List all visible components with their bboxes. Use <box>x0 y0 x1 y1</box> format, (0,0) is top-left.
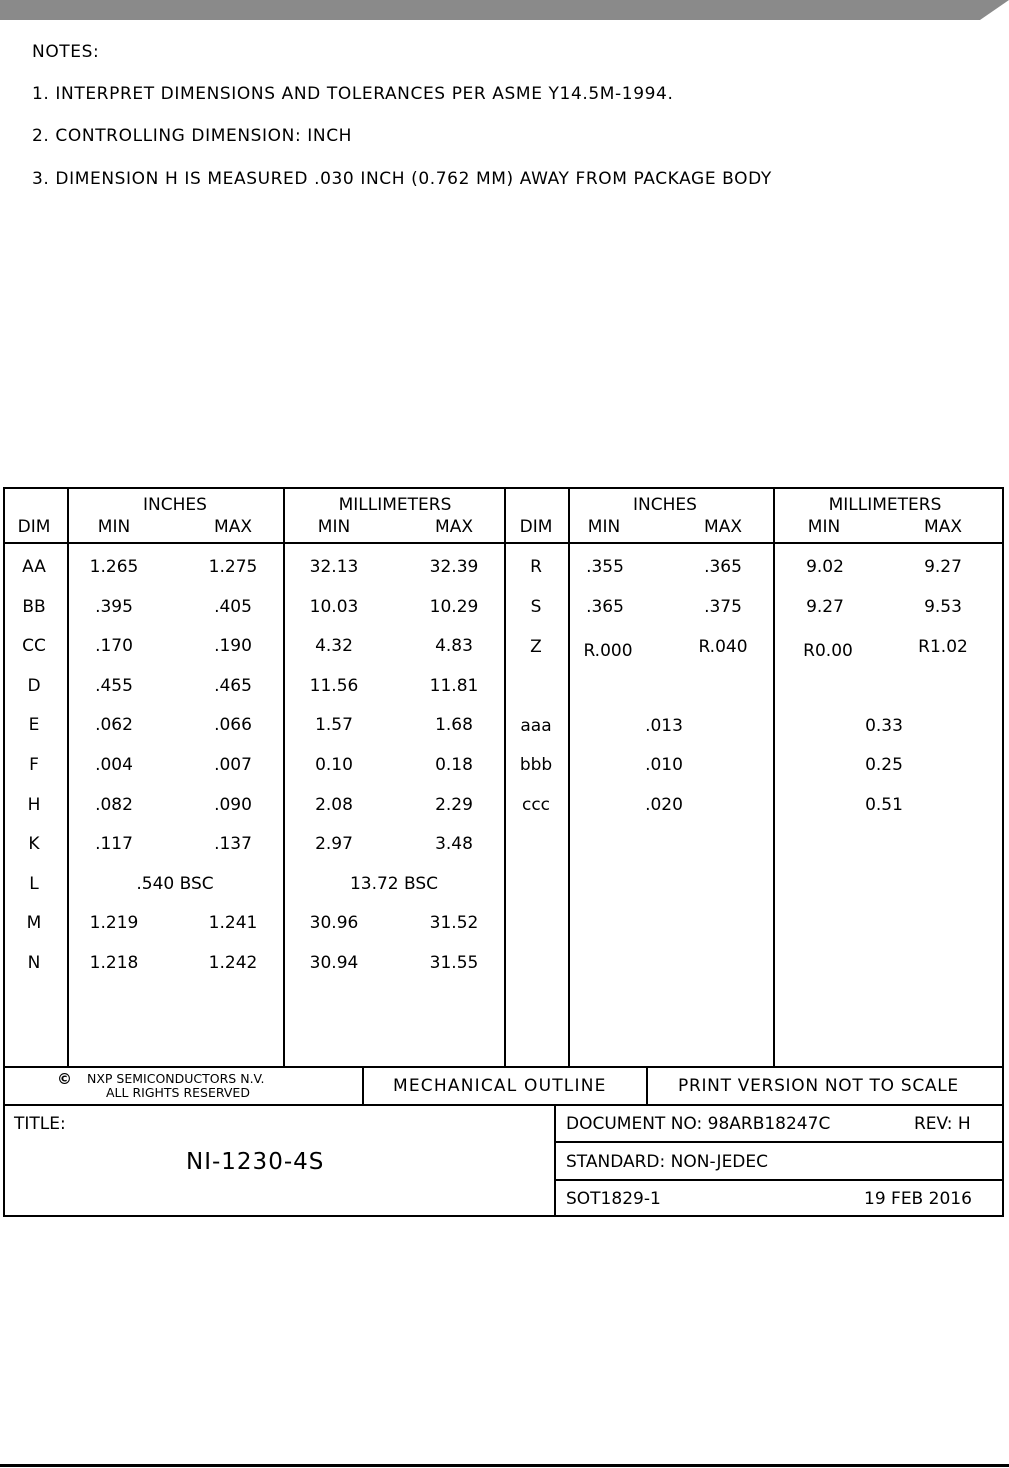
mm-min-cell: 9.27 <box>806 597 844 617</box>
dim-cell: S <box>530 597 542 617</box>
dim-cell: CC <box>22 636 46 656</box>
min-header: MIN <box>587 517 621 537</box>
title-block-row-divider <box>554 1179 1002 1181</box>
inch-min-cell: .365 <box>586 597 624 617</box>
dim-cell: K <box>28 834 40 854</box>
dim-cell: R <box>530 557 542 577</box>
dim-cell: bbb <box>519 755 553 775</box>
note-3: 3. DIMENSION H IS MEASURED .030 INCH (0.762 MM) AWAY FROM PACKAGE BODY <box>32 169 772 189</box>
mm-max-cell: R1.02 <box>918 637 968 657</box>
inch-max-cell: .405 <box>214 597 252 617</box>
inch-max-cell: .137 <box>214 834 252 854</box>
mm-max-cell: 10.29 <box>429 597 479 617</box>
max-header: MAX <box>924 517 962 537</box>
mm-value-cell: 0.25 <box>865 755 903 775</box>
title-block-divider <box>5 1104 1002 1106</box>
inch-max-cell: .090 <box>214 795 252 815</box>
inch-min-cell: 1.265 <box>89 557 139 577</box>
mm-min-cell: 1.57 <box>315 715 353 735</box>
mm-max-cell: 9.53 <box>924 597 962 617</box>
max-header: MAX <box>214 517 252 537</box>
max-header: MAX <box>435 517 473 537</box>
inch-min-cell: .455 <box>95 676 133 696</box>
dimension-table <box>3 487 1004 1217</box>
mm-min-cell: 10.03 <box>309 597 359 617</box>
column-divider <box>773 489 775 1066</box>
dim-cell: ccc <box>521 795 551 815</box>
copyright-company: NXP SEMICONDUCTORS N.V. <box>87 1071 265 1086</box>
header-divider <box>5 542 1002 544</box>
inch-min-cell: .395 <box>95 597 133 617</box>
inch-min-cell: R.000 <box>583 641 633 661</box>
mm-max-cell: 3.48 <box>435 834 473 854</box>
mm-min-cell: 11.56 <box>309 676 359 696</box>
mm-max-cell: 2.29 <box>435 795 473 815</box>
header-bar <box>0 0 1009 20</box>
inch-max-cell: .007 <box>214 755 252 775</box>
dim-cell: aaa <box>520 716 552 736</box>
mm-value-cell: 0.51 <box>865 795 903 815</box>
dim-cell: H <box>27 795 41 815</box>
inch-max-cell: 1.241 <box>208 913 258 933</box>
min-header: MIN <box>317 517 351 537</box>
mm-max-cell: 11.81 <box>429 676 479 696</box>
mm-min-cell: 30.94 <box>309 953 359 973</box>
title-label: TITLE: <box>14 1114 66 1134</box>
inch-bsc-cell: .540 BSC <box>136 874 214 894</box>
document-number: DOCUMENT NO: 98ARB18247C <box>566 1114 831 1134</box>
mm-max-cell: 0.18 <box>435 755 473 775</box>
notes-heading: NOTES: <box>32 42 100 62</box>
inch-max-cell: .465 <box>214 676 252 696</box>
dim-cell: E <box>28 715 40 735</box>
inch-max-cell: .375 <box>704 597 742 617</box>
inch-value-cell: .010 <box>645 755 683 775</box>
max-header: MAX <box>704 517 742 537</box>
table-footer-divider <box>5 1066 1002 1068</box>
dim-cell: D <box>27 676 41 696</box>
footer-divider <box>646 1066 648 1104</box>
mm-min-cell: 2.08 <box>315 795 353 815</box>
inches-header: INCHES <box>143 495 207 515</box>
inch-min-cell: .004 <box>95 755 133 775</box>
document-date: 19 FEB 2016 <box>864 1189 972 1209</box>
inch-max-cell: .066 <box>214 715 252 735</box>
mm-value-cell: 0.33 <box>865 716 903 736</box>
dim-cell: Z <box>530 637 542 657</box>
min-header: MIN <box>97 517 131 537</box>
title-block-row-divider <box>554 1141 1002 1143</box>
inch-min-cell: .117 <box>95 834 133 854</box>
mm-max-cell: 1.68 <box>435 715 473 735</box>
title-block-divider <box>554 1104 556 1217</box>
mm-max-cell: 31.55 <box>429 953 479 973</box>
mm-max-cell: 32.39 <box>429 557 479 577</box>
inch-min-cell: .082 <box>95 795 133 815</box>
mm-min-cell: 0.10 <box>315 755 353 775</box>
mm-min-cell: 9.02 <box>806 557 844 577</box>
column-divider <box>504 489 506 1066</box>
dim-cell: L <box>29 874 39 894</box>
mm-max-cell: 9.27 <box>924 557 962 577</box>
mm-min-cell: 32.13 <box>309 557 359 577</box>
inch-min-cell: .355 <box>586 557 624 577</box>
dim-header: DIM <box>17 517 51 537</box>
standard: STANDARD: NON-JEDEC <box>566 1152 769 1172</box>
column-divider <box>568 489 570 1066</box>
inch-max-cell: .365 <box>704 557 742 577</box>
mm-min-cell: 30.96 <box>309 913 359 933</box>
mm-min-cell: 4.32 <box>315 636 353 656</box>
millimeters-header: MILLIMETERS <box>828 495 942 515</box>
inches-header: INCHES <box>633 495 697 515</box>
mechanical-outline-label: MECHANICAL OUTLINE <box>393 1076 607 1096</box>
document-title: NI-1230-4S <box>186 1149 325 1175</box>
inch-min-cell: 1.219 <box>89 913 139 933</box>
page-bottom-rule <box>0 1464 1009 1467</box>
print-version-label: PRINT VERSION NOT TO SCALE <box>678 1076 959 1096</box>
dim-cell: N <box>27 953 41 973</box>
mm-max-cell: 31.52 <box>429 913 479 933</box>
inch-value-cell: .013 <box>645 716 683 736</box>
inch-min-cell: .062 <box>95 715 133 735</box>
millimeters-header: MILLIMETERS <box>338 495 452 515</box>
mm-min-cell: R0.00 <box>803 641 853 661</box>
footer-divider <box>362 1066 364 1104</box>
note-1: 1. INTERPRET DIMENSIONS AND TOLERANCES PER ASME Y14.5M-1994. <box>32 84 674 104</box>
inch-max-cell: 1.242 <box>208 953 258 973</box>
revision: REV: H <box>914 1114 971 1134</box>
inch-max-cell: R.040 <box>698 637 748 657</box>
inch-max-cell: 1.275 <box>208 557 258 577</box>
min-header: MIN <box>807 517 841 537</box>
copyright-icon: © <box>57 1070 72 1088</box>
inch-min-cell: 1.218 <box>89 953 139 973</box>
mm-min-cell: 2.97 <box>315 834 353 854</box>
inch-min-cell: .170 <box>95 636 133 656</box>
dim-cell: F <box>29 755 39 775</box>
inch-max-cell: .190 <box>214 636 252 656</box>
dim-cell: M <box>26 913 42 933</box>
mm-max-cell: 4.83 <box>435 636 473 656</box>
note-2: 2. CONTROLLING DIMENSION: INCH <box>32 126 353 146</box>
inch-value-cell: .020 <box>645 795 683 815</box>
copyright-rights: ALL RIGHTS RESERVED <box>106 1085 250 1100</box>
dim-cell: BB <box>22 597 46 617</box>
mm-bsc-cell: 13.72 BSC <box>349 874 439 894</box>
sot-number: SOT1829-1 <box>566 1189 661 1209</box>
column-divider <box>283 489 285 1066</box>
dim-header: DIM <box>519 517 553 537</box>
dim-cell: AA <box>22 557 46 577</box>
column-divider <box>67 489 69 1066</box>
